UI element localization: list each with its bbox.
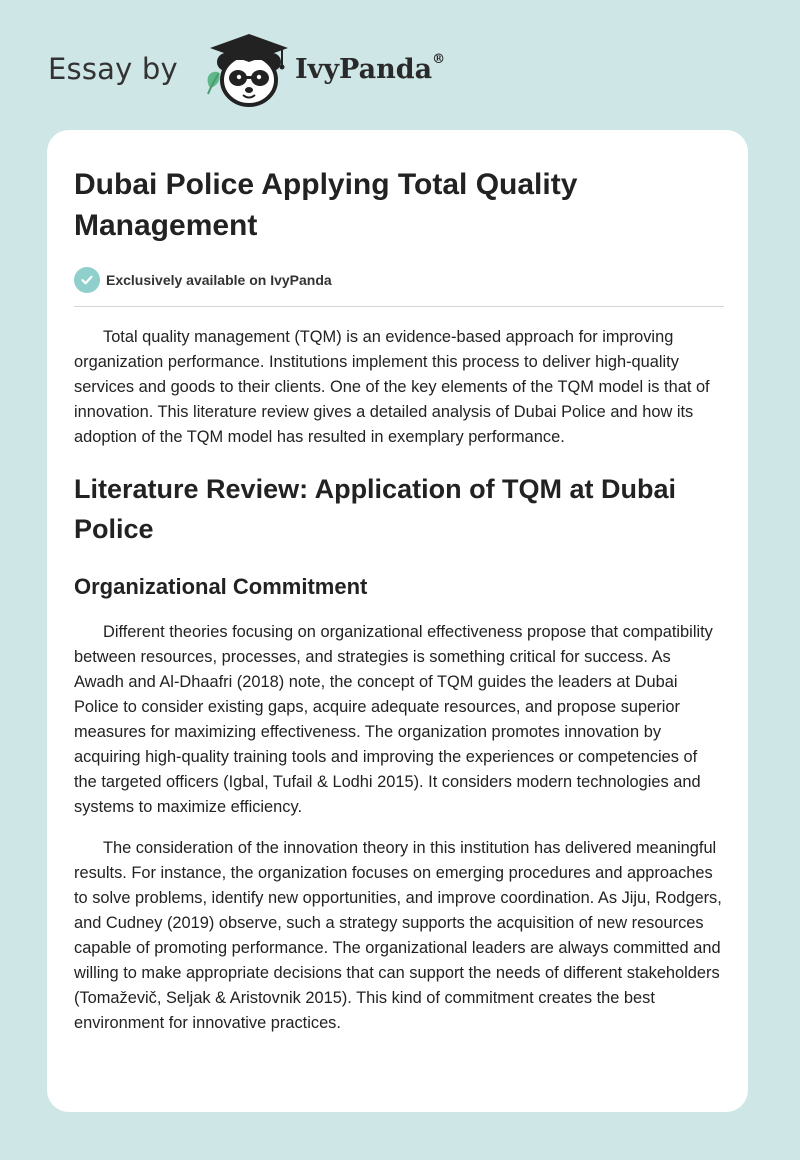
section-heading: Literature Review: Application of TQM at Dubai Police: [74, 474, 677, 544]
exclusive-label: Exclusively available on IvyPanda: [106, 272, 332, 288]
registered-mark: ®: [432, 52, 446, 67]
article-title: Dubai Police Applying Total Quality Management: [74, 168, 578, 242]
body-paragraph: Different theories focusing on organizational effectiveness propose that compatibility between resources, processes, and strategies is something critical for success. As Awadh and Al-Dhaafri (2018) note, the concept of TQM guides the leaders at Dubai Police to consider existing gaps, acquire adequate resources, and propose superior measures for maximizing effectiveness. The organization promotes innovation by acquiring high-quality training tools and improving the experiences or competencies of the targeted officers (Igbal, Tufail & Lodhi 2015). It considers modern technologies and systems to maximize efficiency.: [74, 623, 713, 816]
subsection-heading: Organizational Commitment: [74, 574, 368, 599]
divider: [74, 306, 724, 307]
intro-paragraph: Total quality management (TQM) is an evidence-based approach for improving organization performance. Institutions implement this process to deliver high-quality services and goods to their clients. One of the key elements of the TQM model is that of innovation. This literature review gives a detailed analysis of Dubai Police and how its adoption of the TQM model has resulted in exemplary performance.: [74, 328, 710, 446]
brand-name[interactable]: [295, 54, 445, 85]
exclusive-badge: [74, 267, 724, 293]
site-header: [48, 32, 548, 112]
check-icon: [74, 267, 100, 293]
panda-graduate-icon: [202, 32, 290, 110]
essay-by-label: Essay by: [48, 52, 178, 86]
body-paragraph: The consideration of the innovation theory in this institution has delivered meaningful results. For instance, the organization focuses on emerging procedures and approaches to solve problems, identify new opportunities, and improve coordination. As Jiju, Rodgers, and Cudney (2019) observe, such a strategy supports the acquisition of new resources capable of promoting performance. The organizational leaders are always committed and willing to make appropriate decisions that can support the needs of different stakeholders (Tomaževič, Seljak & Aristovnik 2015). This kind of commitment creates the best environment for innovative practices.: [74, 839, 722, 1032]
brand-label: IvyPanda: [295, 54, 433, 85]
article-card: [47, 130, 748, 1112]
article-content: [74, 164, 724, 1036]
